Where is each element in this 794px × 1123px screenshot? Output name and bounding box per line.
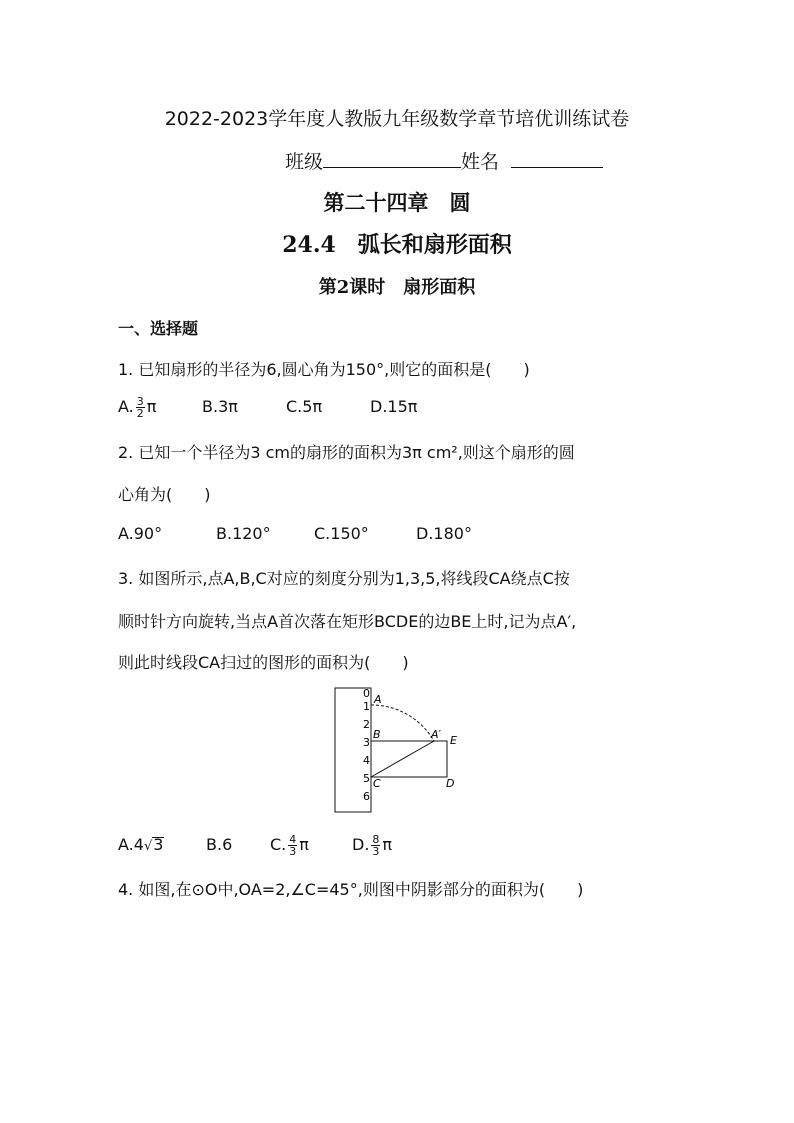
option-c xyxy=(270,834,352,857)
sqrt-radicand: 3 xyxy=(153,835,164,854)
name-label: 姓名 xyxy=(461,151,500,173)
ruler-tick-5: 5 xyxy=(363,772,370,785)
fraction xyxy=(371,834,380,857)
part-title: 一、选择题 xyxy=(118,319,199,338)
fraction-numerator: 8 xyxy=(372,833,380,846)
ruler-tick-3: 3 xyxy=(363,736,370,749)
question-1-stem: 1. 已知扇形的半径为6,圆心角为150°,则它的面积是( ) xyxy=(118,360,530,379)
option-d: D.15π xyxy=(370,397,418,416)
label-e: E xyxy=(450,734,457,747)
ruler-tick-0: 0 xyxy=(363,687,370,700)
ruler-tick-4: 4 xyxy=(363,754,370,767)
segment-ca-prime xyxy=(371,741,434,777)
question-4-stem: 4. 如图,在⊙O中,OA=2,∠C=45°,则图中阴影部分的面积为( ) xyxy=(118,880,584,899)
fraction xyxy=(288,834,297,857)
option-c-prefix: C. xyxy=(270,835,287,854)
question-3-options xyxy=(118,834,392,857)
question-3-line-3: 则此时线段CA扫过的图形的面积为( ) xyxy=(118,653,409,672)
option-c: C.150° xyxy=(314,524,369,543)
name-blank xyxy=(511,149,603,168)
question-2-line-1: 2. 已知一个半径为3 cm的扇形的面积为3π cm²,则这个扇形的圆 xyxy=(118,443,575,462)
ruler-tick-6: 6 xyxy=(363,790,370,803)
label-b: B xyxy=(373,728,381,741)
fraction-numerator: 3 xyxy=(136,395,144,408)
option-a xyxy=(118,835,206,854)
ruler-tick-2: 2 xyxy=(363,718,370,731)
question-3-line-1: 3. 如图所示,点A,B,C对应的刻度分别为1,3,5,将线段CA绕点C按 xyxy=(118,569,570,588)
rotation-figure xyxy=(330,686,465,816)
label-a: A xyxy=(374,693,382,706)
student-info-line xyxy=(285,147,603,174)
section-title: 24.4 弧长和扇形面积 xyxy=(282,232,512,258)
label-d: D xyxy=(446,777,455,790)
class-label: 班级 xyxy=(285,151,324,173)
option-a xyxy=(118,396,202,419)
question-1-options xyxy=(118,396,417,419)
label-c: C xyxy=(373,777,381,790)
option-b: B.6 xyxy=(206,835,233,854)
class-blank xyxy=(323,149,461,168)
option-b: B.120° xyxy=(216,524,271,543)
option-b: B.3π xyxy=(202,397,238,416)
option-c-suffix: π xyxy=(299,835,309,854)
option-d xyxy=(352,834,392,857)
question-2-options xyxy=(118,524,472,543)
question-2-line-2: 心角为( ) xyxy=(118,485,211,504)
option-d-suffix: π xyxy=(382,835,393,854)
option-a-prefix: A. xyxy=(118,397,134,416)
option-a-suffix: π xyxy=(146,397,157,416)
option-a: A.90° xyxy=(118,524,163,543)
label-a-prime: A′ xyxy=(431,728,442,741)
option-c: C.5π xyxy=(286,397,323,416)
option-d-prefix: D. xyxy=(352,835,370,854)
option-d: D.180° xyxy=(416,524,472,543)
fraction xyxy=(136,396,145,419)
fraction-denominator: 3 xyxy=(289,845,297,858)
option-a-prefix: A.4 xyxy=(118,835,144,854)
rectangle-bcde xyxy=(371,741,447,777)
fraction-numerator: 4 xyxy=(289,833,297,846)
fraction-denominator: 3 xyxy=(372,845,380,858)
fraction-denominator: 2 xyxy=(136,407,144,420)
chapter-title: 第二十四章 圆 xyxy=(323,190,471,215)
sqrt-sign: √ xyxy=(143,839,153,854)
lesson-title: 第2课时 扇形面积 xyxy=(318,277,476,298)
exam-title: 2022-2023学年度人教版九年级数学章节培优训练试卷 xyxy=(164,108,630,130)
question-3-line-2: 顺时针方向旋转,当点A首次落在矩形BCDE的边BE上时,记为点A′, xyxy=(118,612,577,631)
ruler-tick-1: 1 xyxy=(363,700,370,713)
